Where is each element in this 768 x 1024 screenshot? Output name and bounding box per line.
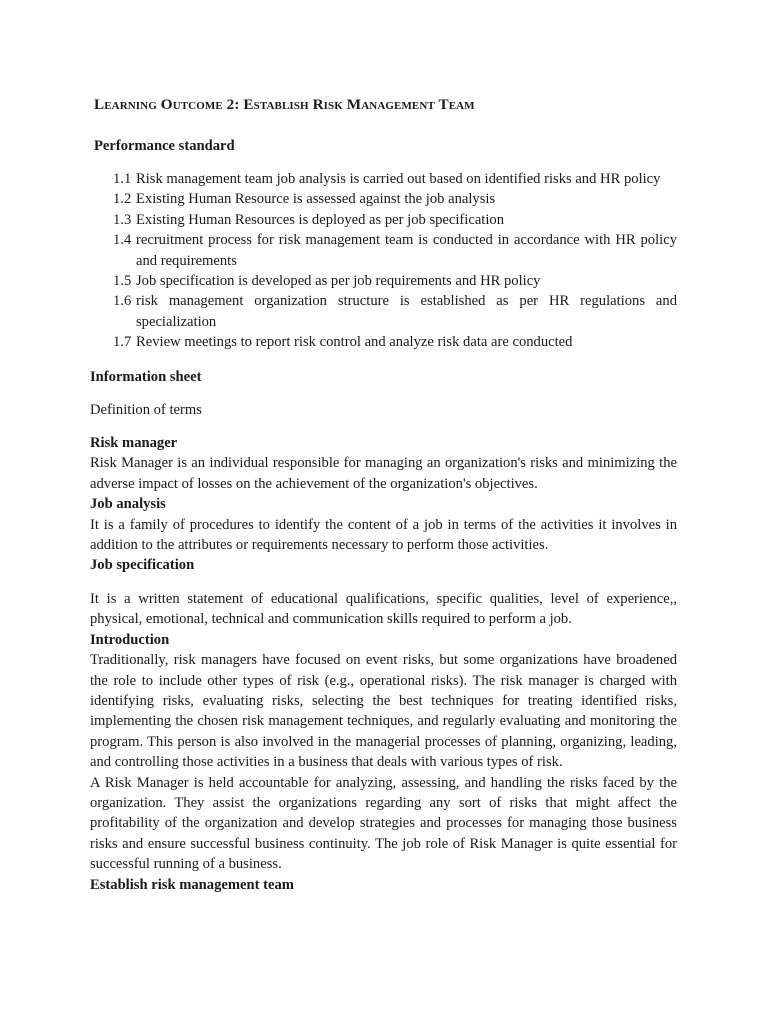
standard-text: Existing Human Resource is assessed against the job analysis: [136, 191, 496, 208]
standard-text: risk management organization structure is established as per HR regulations and specialization: [136, 293, 677, 330]
standard-number: 1.7: [113, 334, 132, 351]
list-item: [113, 189, 677, 209]
standard-text: Risk management team job analysis is carried out based on identified risks and HR policy: [136, 171, 661, 187]
standard-text: Job specification is developed as per job requirements and HR policy: [136, 273, 541, 290]
list-item: [113, 169, 677, 189]
list-item: [113, 210, 677, 230]
job-specification-title: Job specification: [90, 557, 195, 574]
standard-text: Existing Human Resources is deployed as per job specification: [136, 211, 505, 228]
risk-manager-text: Risk Manager is an individual responsible for managing an organization's risks and minimizing the adverse impact of losses on the achievement of the organization's objectives.: [90, 455, 677, 492]
standard-number: 1.2: [113, 191, 132, 208]
list-item: [113, 291, 677, 332]
establish-team-title: Establish risk management team: [90, 876, 294, 893]
performance-standards-list: [113, 169, 677, 353]
information-sheet-title: Information sheet: [90, 369, 202, 385]
risk-manager-section: [90, 433, 677, 576]
standard-number: 1.1: [113, 171, 132, 187]
list-item: [113, 271, 677, 291]
risk-manager-title: Risk manager: [90, 435, 178, 451]
introduction-title: Introduction: [90, 631, 170, 648]
list-item: [113, 332, 677, 352]
standard-number: 1.4: [113, 232, 132, 249]
job-specification-section: [90, 589, 677, 895]
standard-text: recruitment process for risk management team is conducted in accordance with HR policy and requirements: [136, 232, 677, 269]
job-specification-text: It is a written statement of educational qualifications, specific qualities, level of experience,, physical, emotional, technical and communication skills required to perform a job.: [90, 591, 677, 628]
list-item: [113, 230, 677, 271]
job-analysis-title: Job analysis: [90, 496, 166, 513]
job-analysis-text: It is a family of procedures to identify the content of a job in terms of the activities it involves in addition to the attributes or requirements necessary to perform those activities.: [90, 516, 677, 554]
standard-number: 1.6: [113, 293, 132, 310]
standard-number: 1.5: [113, 273, 132, 290]
standard-text: Review meetings to report risk control and analyze risk data are conducted: [136, 334, 573, 351]
performance-standard-title: Performance standard: [94, 138, 235, 154]
introduction-paragraph-2: A Risk Manager is held accountable for analyzing, assessing, and handling the risks faced by the organization. They assist the organizations regarding any sort of risks that might affect the profitability of the organization and develop strategies and processes for managing those business risks and ensure successful business continuity. The job role of Risk Manager is quite essential for successful running of a business.: [90, 774, 677, 873]
learning-outcome-heading: Learning Outcome 2: Establish Risk Management Team: [94, 96, 475, 113]
standard-number: 1.3: [113, 211, 132, 228]
definition-of-terms: Definition of terms: [90, 402, 202, 418]
introduction-paragraph-1: Traditionally, risk managers have focused on event risks, but some organizations have broadened the role to include other types of risk (e.g., operational risks). The risk manager is charged with identifying risks, evaluating risks, selecting the best techniques for treating identified risks, implementing the chosen risk management techniques, and regularly evaluating and monitoring the program. This person is also involved in the managerial processes of planning, organizing, leading, and controlling those activities in a business that deals with various types of risk.: [90, 652, 677, 771]
